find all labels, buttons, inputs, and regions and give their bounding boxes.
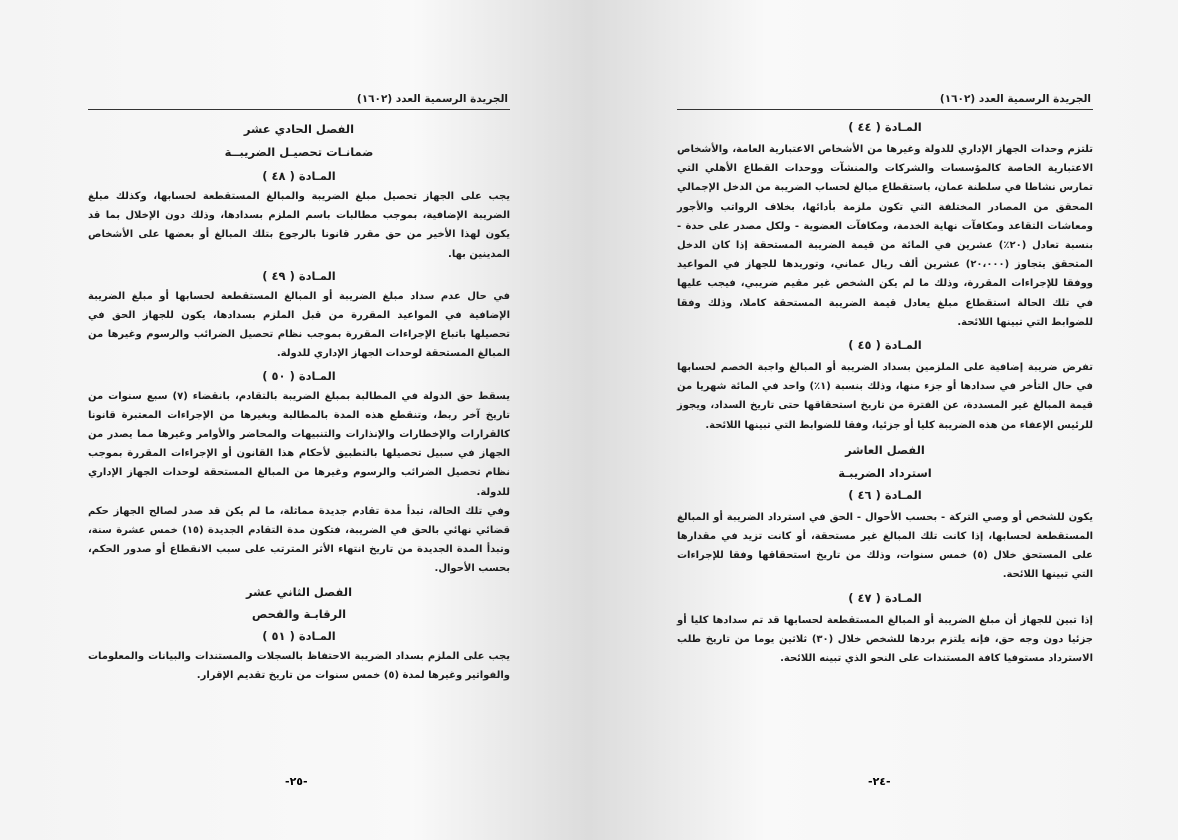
article-text: يجب على الملزم بسداد الضريبة الاحتفاظ بالسجلات والمستندات والبيانات والمعلومات والفواتير وغيرها لمدة (٥) خمس سنوات من تاريخ تقديم الإقرار. <box>88 650 510 681</box>
page-number: -٢٤- <box>868 775 891 788</box>
article-text: تلتزم وحدات الجهاز الإداري للدولة وغيرها من الأشخاص الاعتبارية العامة، والأشخاص الاعتبارية الخاصة كالمؤسسات والشركات والمنشآت ووحدات القطاع الأهلي التي تمارس نشاطا في سلطنة عمان، باستقطاع مبالغ لحساب الضريبة من الدخل الإجمالي المحقق من المصادر المختلفة التي تكون ملزمة بأدائها، بخلاف الرواتب والأجور ومعاشات التقاعد ومكافآت نهاية الخدمة، ومكافآت العضوية - ولكل مصدر على حدة - بنسبة تعادل (٢٠٪) عشرين في المائة من قيمة الضريبة المستحقة إذا كان الدخل المتحقق يتجاوز (٢٠،٠٠٠) عشرين ألف ريال عماني، وتوريدها للجهاز في المواعيد ووفقا للإجراءات المقررة، وذلك ما لم يكن الشخص غير مقيم ضريبي، فيجب عليها في تلك الحالة استقطاع مبلغ يعادل قيمة الضريبة المستحقة كاملا، وذلك وفقا للضوابط التي تبينها اللائحة. <box>677 144 1094 328</box>
article-heading: المـادة ( ٥١ ) <box>262 628 336 643</box>
article-heading: المـادة ( ٤٩ ) <box>262 268 336 283</box>
article-heading: المـادة ( ٤٥ ) <box>848 338 922 353</box>
article-text: وفي تلك الحالة، تبدأ مدة تقادم جديدة مماثلة، ما لم يكن قد صدر لصالح الجهاز حكم قضائي نهائي بالحق في الضريبة، فتكون مدة التقادم الجديدة (١٥) خمس عشرة سنة، وتبدأ المدة الجديدة من تاريخ انتهاء الأثر المترتب على سبب الانقطاع أو صدور الحكم، بحسب الأحوال. <box>88 505 510 575</box>
article-text: يكون للشخص أو وصي التركة - بحسب الأحوال - الحق في استرداد الضريبة أو المبالغ المستقطعة لحسابها، إذا كانت تلك المبالغ غير مستحقة، أو كانت تزيد في مقدارها على المستحق خلال (٥) خمس سنوات، وذلك من تاريخ استحقاقها وفقا للإجراءات التي تبينها اللائحة. <box>677 511 1093 581</box>
right-page-content <box>677 93 1093 668</box>
article-text: يسقط حق الدولة في المطالبة بمبلغ الضريبة بالتقادم، بانقضاء (٧) سبع سنوات من تاريخ آخر ربط، وتنقطع هذه المدة بالمطالبة وبغيرها من الإجراءات المعتبرة قانونا كالقرارات والإخطارات والإنذارات والتنبيهات والمحاضر والأوامر وغيرها مما يصدر من الجهاز في سبيل تحصيلها بالتطبيق لأحكام هذا القانون أو الإجراءات المقررة بموجب نظام تحصيل الضرائب والرسوم وغيرها من المبالغ المستحقة لوحدات الجهاز الإداري للدولة. <box>88 390 510 498</box>
chapter-title: الفصل الثاني عشر <box>245 584 353 599</box>
chapter-subtitle: ضمانـات تحصيـل الضريبــة <box>224 145 374 159</box>
article-heading: المـادة ( ٤٤ ) <box>848 120 922 134</box>
article-heading: المـادة ( ٤٧ ) <box>848 590 922 605</box>
chapter-subtitle: الرقابـة والفحص <box>251 606 347 621</box>
page-header: الجريدة الرسمية العدد (١٦٠٢) <box>677 93 1093 110</box>
article-text: إذا تبين للجهاز أن مبلغ الضريبة أو المبالغ المستقطعة لحسابها قد تم سدادها كليا أو جزئيا دون وجه حق، فإنه يلتزم بردها للشخص خلال (٣٠) ثلاثين يوما من تاريخ طلب الاسترداد مستوفيا كافة المستندات على النحو الذي تبينه اللائحة. <box>677 614 1093 665</box>
left-page-content <box>88 93 510 685</box>
right-page <box>589 0 1178 840</box>
article-text: يجب على الجهاز تحصيل مبلغ الضريبة والمبالغ المستقطعة لحسابها، وكذلك مبلغ الضريبة الإضافية، بموجب مطالبات باسم الملزم بسدادها، وذلك دون الإخلال بما قد يكون لهذا الأخير من حق مقرر قانونا بالرجوع بتلك المبالغ أو بعضها على الأشخاص المدينين بها. <box>88 191 510 260</box>
article-heading: المـادة ( ٤٦ ) <box>848 487 922 502</box>
article-text: في حال عدم سداد مبلغ الضريبة أو المبالغ المستقطعة لحسابها أو مبلغ الضريبة الإضافية في المواعيد المقررة من قبل الملزم بسدادها، يكون للجهاز الحق في تحصيلها باتباع الإجراءات المقررة بموجب نظام تحصيل الضرائب والرسوم وغيرها من المبالغ المستحقة لوحدات الجهاز الإداري للدولة. <box>88 290 510 360</box>
article-heading: المـادة ( ٤٨ ) <box>262 169 336 183</box>
article-heading: المـادة ( ٥٠ ) <box>262 368 336 383</box>
page-number: -٢٥- <box>285 775 308 788</box>
chapter-title: الفصل العاشر <box>845 442 925 457</box>
article-text: تفرض ضريبة إضافية على الملزمين بسداد الضريبة أو المبالغ واجبة الخصم لحسابها في حال التأخر في سدادها أو جزء منها، وذلك بنسبة (١٪) واحد في المائة شهريا من قيمة المبالغ غير المسددة، عن الفترة من تاريخ استحقاقها حتى تاريخ السداد، ويجوز للرئيس الإعفاء من هذه الضريبة كليا أو جزئيا، وفقا للضوابط التي تبينها اللائحة. <box>677 362 1093 431</box>
chapter-title: الفصل الحادي عشر <box>243 122 355 136</box>
chapter-subtitle: استرداد الضريبـة <box>838 465 932 480</box>
page-header: الجريدة الرسمية العدد (١٦٠٢) <box>88 93 510 110</box>
